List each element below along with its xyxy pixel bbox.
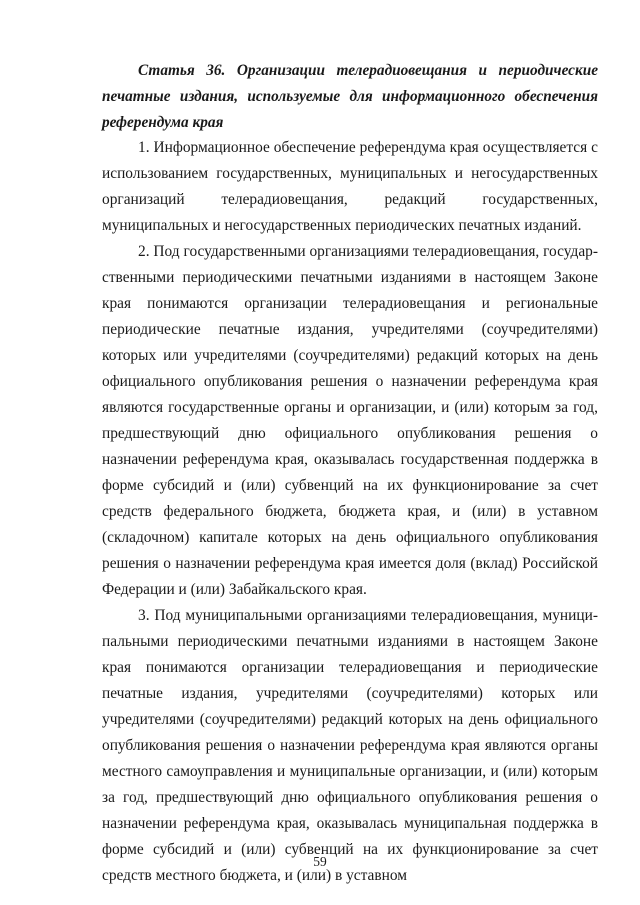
article-heading: Статья 36. Организации телерадиовещания и периодические печатные издания, используемые для информационного обеспечения референдума края bbox=[102, 62, 598, 131]
paragraph-1: 1. Информационное обеспечение референдума края осуществляется с использованием государственных, муниципальных и негосударственных организаций телерадиовещания, редакций государственных, муниципальных и негосударственных периодических печатных изданий. bbox=[102, 139, 598, 234]
page-number: 59 bbox=[313, 854, 327, 869]
paragraph-3: 3. Под муниципальными организациями телерадиовещания, муниципальными периодическими печатными изданиями в настоящем Законе края понимаются организации телерадиовещания и периодические печатные издания, учредителями (соучредителями) которых или учредителями (соучредителями) редакций которых на день официального опубликования решения о назначении референдума края являются органы местного самоуправления и муниципальные организации, и (или) которым за год, предшествующий дню официального опубликования решения о назначении референдума края, оказывалась муниципальная поддержка в форме субсидий и (или) субвенций на их функционирование за счет средств местного бюджета, и (или) в уставном bbox=[102, 607, 598, 884]
article-body bbox=[102, 135, 598, 889]
paragraph-2: 2. Под государственными организациями телерадиовещания, государственными периодическими печатными изданиями в настоящем Законе края понимаются организации телерадиовещания и региональные периодические печатные издания, учредителями (соучредителями) которых или учредителями (соучредителями) редакций которых на день официального опубликования решения о назначении референдума края являются государственные органы и организации, и (или) которым за год, предшествующий дню официального опубликования решения о назначении референдума края, оказывалась государственная поддержка в форме субсидий и (или) субвенций на их функционирование за счет средств федерального бюджета, бюджета края, и (или) в уставном (складочном) капитале которых на день официального опубликования решения о назначении референдума края имеется доля (вклад) Российской Федерации и (или) Забайкальского края. bbox=[102, 243, 598, 598]
